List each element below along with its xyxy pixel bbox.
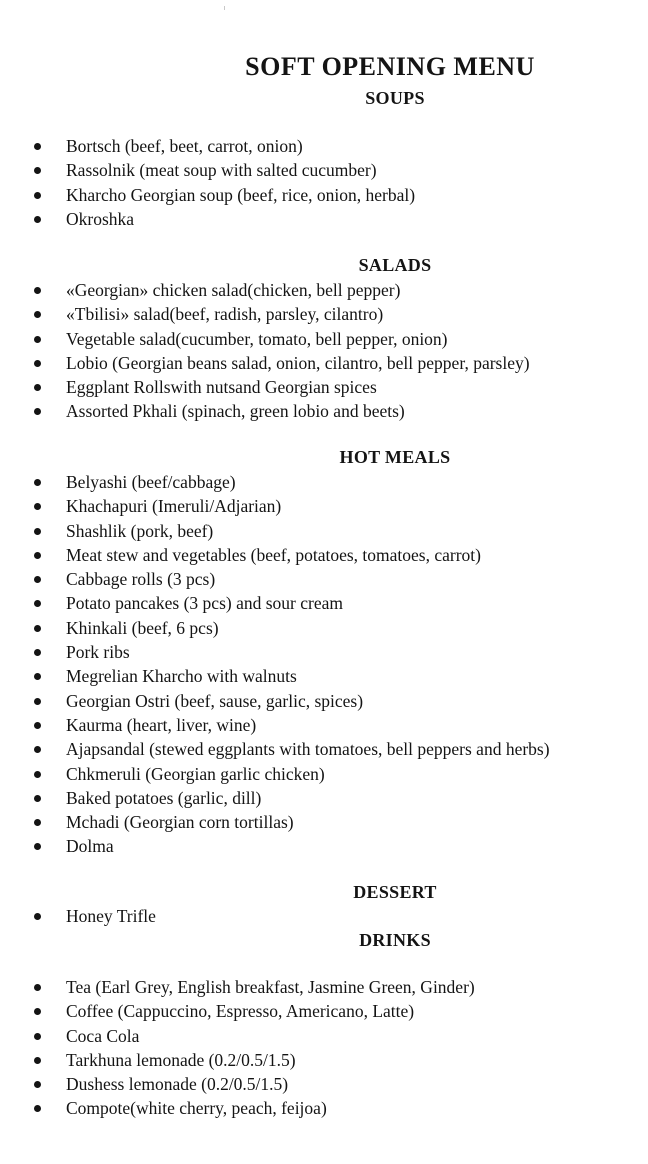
menu-item-label: Coca Cola [66, 1025, 140, 1046]
menu-item [34, 1072, 644, 1096]
soups-list [34, 134, 644, 231]
menu-item [34, 616, 644, 640]
menu-item [34, 786, 644, 810]
menu-item-label: Baked potatoes (garlic, dill) [66, 787, 262, 808]
bullet-icon [34, 384, 41, 391]
menu-item-label: Potato pancakes (3 pcs) and sour cream [66, 593, 343, 614]
bullet-icon [34, 503, 41, 510]
bullet-icon [34, 360, 41, 367]
bullet-icon [34, 625, 41, 632]
menu-item [34, 207, 644, 231]
bullet-icon [34, 167, 41, 174]
menu-item-label: Meat stew and vegetables (beef, potatoes, tomatoes, carrot) [66, 544, 481, 565]
menu-item [34, 302, 644, 326]
bullet-icon [34, 143, 41, 150]
bullet-icon [34, 408, 41, 415]
menu-item-label: Ajapsandal (stewed eggplants with tomatoes, bell peppers and herbs) [66, 739, 550, 760]
menu-item [34, 134, 644, 158]
bullet-icon [34, 576, 41, 583]
bullet-icon [34, 984, 41, 991]
menu-item-label: Megrelian Kharcho with walnuts [66, 666, 297, 687]
menu-item [34, 999, 644, 1023]
menu-item [34, 1096, 644, 1120]
bullet-icon [34, 795, 41, 802]
menu-item-label: Kaurma (heart, liver, wine) [66, 714, 257, 735]
hot-meals-list [34, 470, 644, 859]
menu-item-label: Vegetable salad(cucumber, tomato, bell pepper, onion) [66, 328, 448, 349]
menu-item-label: Assorted Pkhali (spinach, green lobio and beets) [66, 401, 405, 422]
menu-item [34, 519, 644, 543]
bullet-icon [34, 1057, 41, 1064]
menu-item-label: Belyashi (beef/cabbage) [66, 472, 236, 492]
bullet-icon [34, 698, 41, 705]
salads-list [34, 278, 644, 424]
menu-item-label: «Georgian» chicken salad(chicken, bell pepper) [66, 280, 401, 300]
menu-item [34, 158, 644, 182]
menu-item-label: Honey Trifle [66, 906, 156, 926]
dessert-list [34, 904, 644, 928]
menu-item-label: Khachapuri (Imeruli/Adjarian) [66, 496, 282, 517]
bullet-icon [34, 1081, 41, 1088]
menu-item-label: Tarkhuna lemonade (0.2/0.5/1.5) [66, 1049, 296, 1070]
menu-item-label: Cabbage rolls (3 pcs) [66, 569, 216, 590]
menu-item-label: Coffee (Cappuccino, Espresso, Americano, Latte) [66, 1001, 415, 1022]
menu-item [34, 664, 644, 688]
bullet-icon [34, 746, 41, 753]
menu-item [34, 494, 644, 518]
menu-item [34, 904, 644, 928]
menu-item-label: Dolma [66, 836, 114, 857]
menu-item-label: «Tbilisi» salad(beef, radish, parsley, cilantro) [66, 304, 384, 325]
bullet-icon [34, 192, 41, 199]
menu-item-label: Bortsch (beef, beet, carrot, onion) [66, 136, 303, 156]
section-heading-drinks: DRINKS [359, 930, 431, 950]
bullet-icon [34, 216, 41, 223]
menu-item [34, 713, 644, 737]
menu-item [34, 689, 644, 713]
menu-item [34, 1048, 644, 1072]
menu-item-label: Eggplant Rollswith nutsand Georgian spices [66, 377, 377, 398]
menu-item [34, 737, 644, 761]
menu-item-label: Shashlik (pork, beef) [66, 520, 214, 541]
menu-item [34, 762, 644, 786]
menu-item-label: Dushess lemonade (0.2/0.5/1.5) [66, 1074, 289, 1095]
menu-item [34, 975, 644, 999]
bullet-icon [34, 1033, 41, 1040]
bullet-icon [34, 311, 41, 318]
menu-item [34, 810, 644, 834]
menu-item-label: Tea (Earl Grey, English breakfast, Jasmine Green, Ginder) [66, 977, 475, 997]
bullet-icon [34, 1008, 41, 1015]
bullet-icon [34, 1105, 41, 1112]
section-heading-dessert: DESSERT [353, 882, 437, 902]
bullet-icon [34, 600, 41, 607]
menu-item [34, 470, 644, 494]
menu-item-label: Compote(white cherry, peach, feijoa) [66, 1098, 327, 1119]
bullet-icon [34, 336, 41, 343]
menu-item-label: Rassolnik (meat soup with salted cucumber) [66, 160, 377, 181]
bullet-icon [34, 673, 41, 680]
menu-item [34, 543, 644, 567]
menu-item [34, 351, 644, 375]
menu-item-label: Kharcho Georgian soup (beef, rice, onion, herbal) [66, 184, 416, 205]
menu-item [34, 183, 644, 207]
bullet-icon [34, 287, 41, 294]
section-heading-soups: SOUPS [365, 88, 425, 108]
bullet-icon [34, 649, 41, 656]
menu-item [34, 834, 644, 858]
bullet-icon [34, 819, 41, 826]
menu-item-label: Pork ribs [66, 642, 130, 663]
section-heading-hot-meals: HOT MEALS [339, 447, 451, 467]
menu-title: SOFT OPENING MENU [245, 52, 535, 81]
menu-item-label: Lobio (Georgian beans salad, onion, cilantro, bell pepper, parsley) [66, 352, 530, 373]
scan-artifact [224, 6, 225, 10]
menu-item-label: Khinkali (beef, 6 pcs) [66, 617, 219, 638]
menu-item [34, 1024, 644, 1048]
menu-item [34, 327, 644, 351]
menu-item [34, 640, 644, 664]
menu-item [34, 399, 644, 423]
bullet-icon [34, 552, 41, 559]
menu-item [34, 567, 644, 591]
menu-item-label: Okroshka [66, 208, 135, 229]
bullet-icon [34, 479, 41, 486]
menu-item [34, 278, 644, 302]
bullet-icon [34, 913, 41, 920]
menu-item [34, 591, 644, 615]
menu-item-label: Mchadi (Georgian corn tortillas) [66, 812, 294, 833]
menu-item-label: Georgian Ostri (beef, sause, garlic, spices) [66, 690, 364, 711]
bullet-icon [34, 771, 41, 778]
drinks-list [34, 975, 644, 1121]
menu-item [34, 375, 644, 399]
bullet-icon [34, 843, 41, 850]
bullet-icon [34, 528, 41, 535]
menu-item-label: Chkmeruli (Georgian garlic chicken) [66, 763, 325, 784]
section-heading-salads: SALADS [358, 255, 432, 275]
bullet-icon [34, 722, 41, 729]
